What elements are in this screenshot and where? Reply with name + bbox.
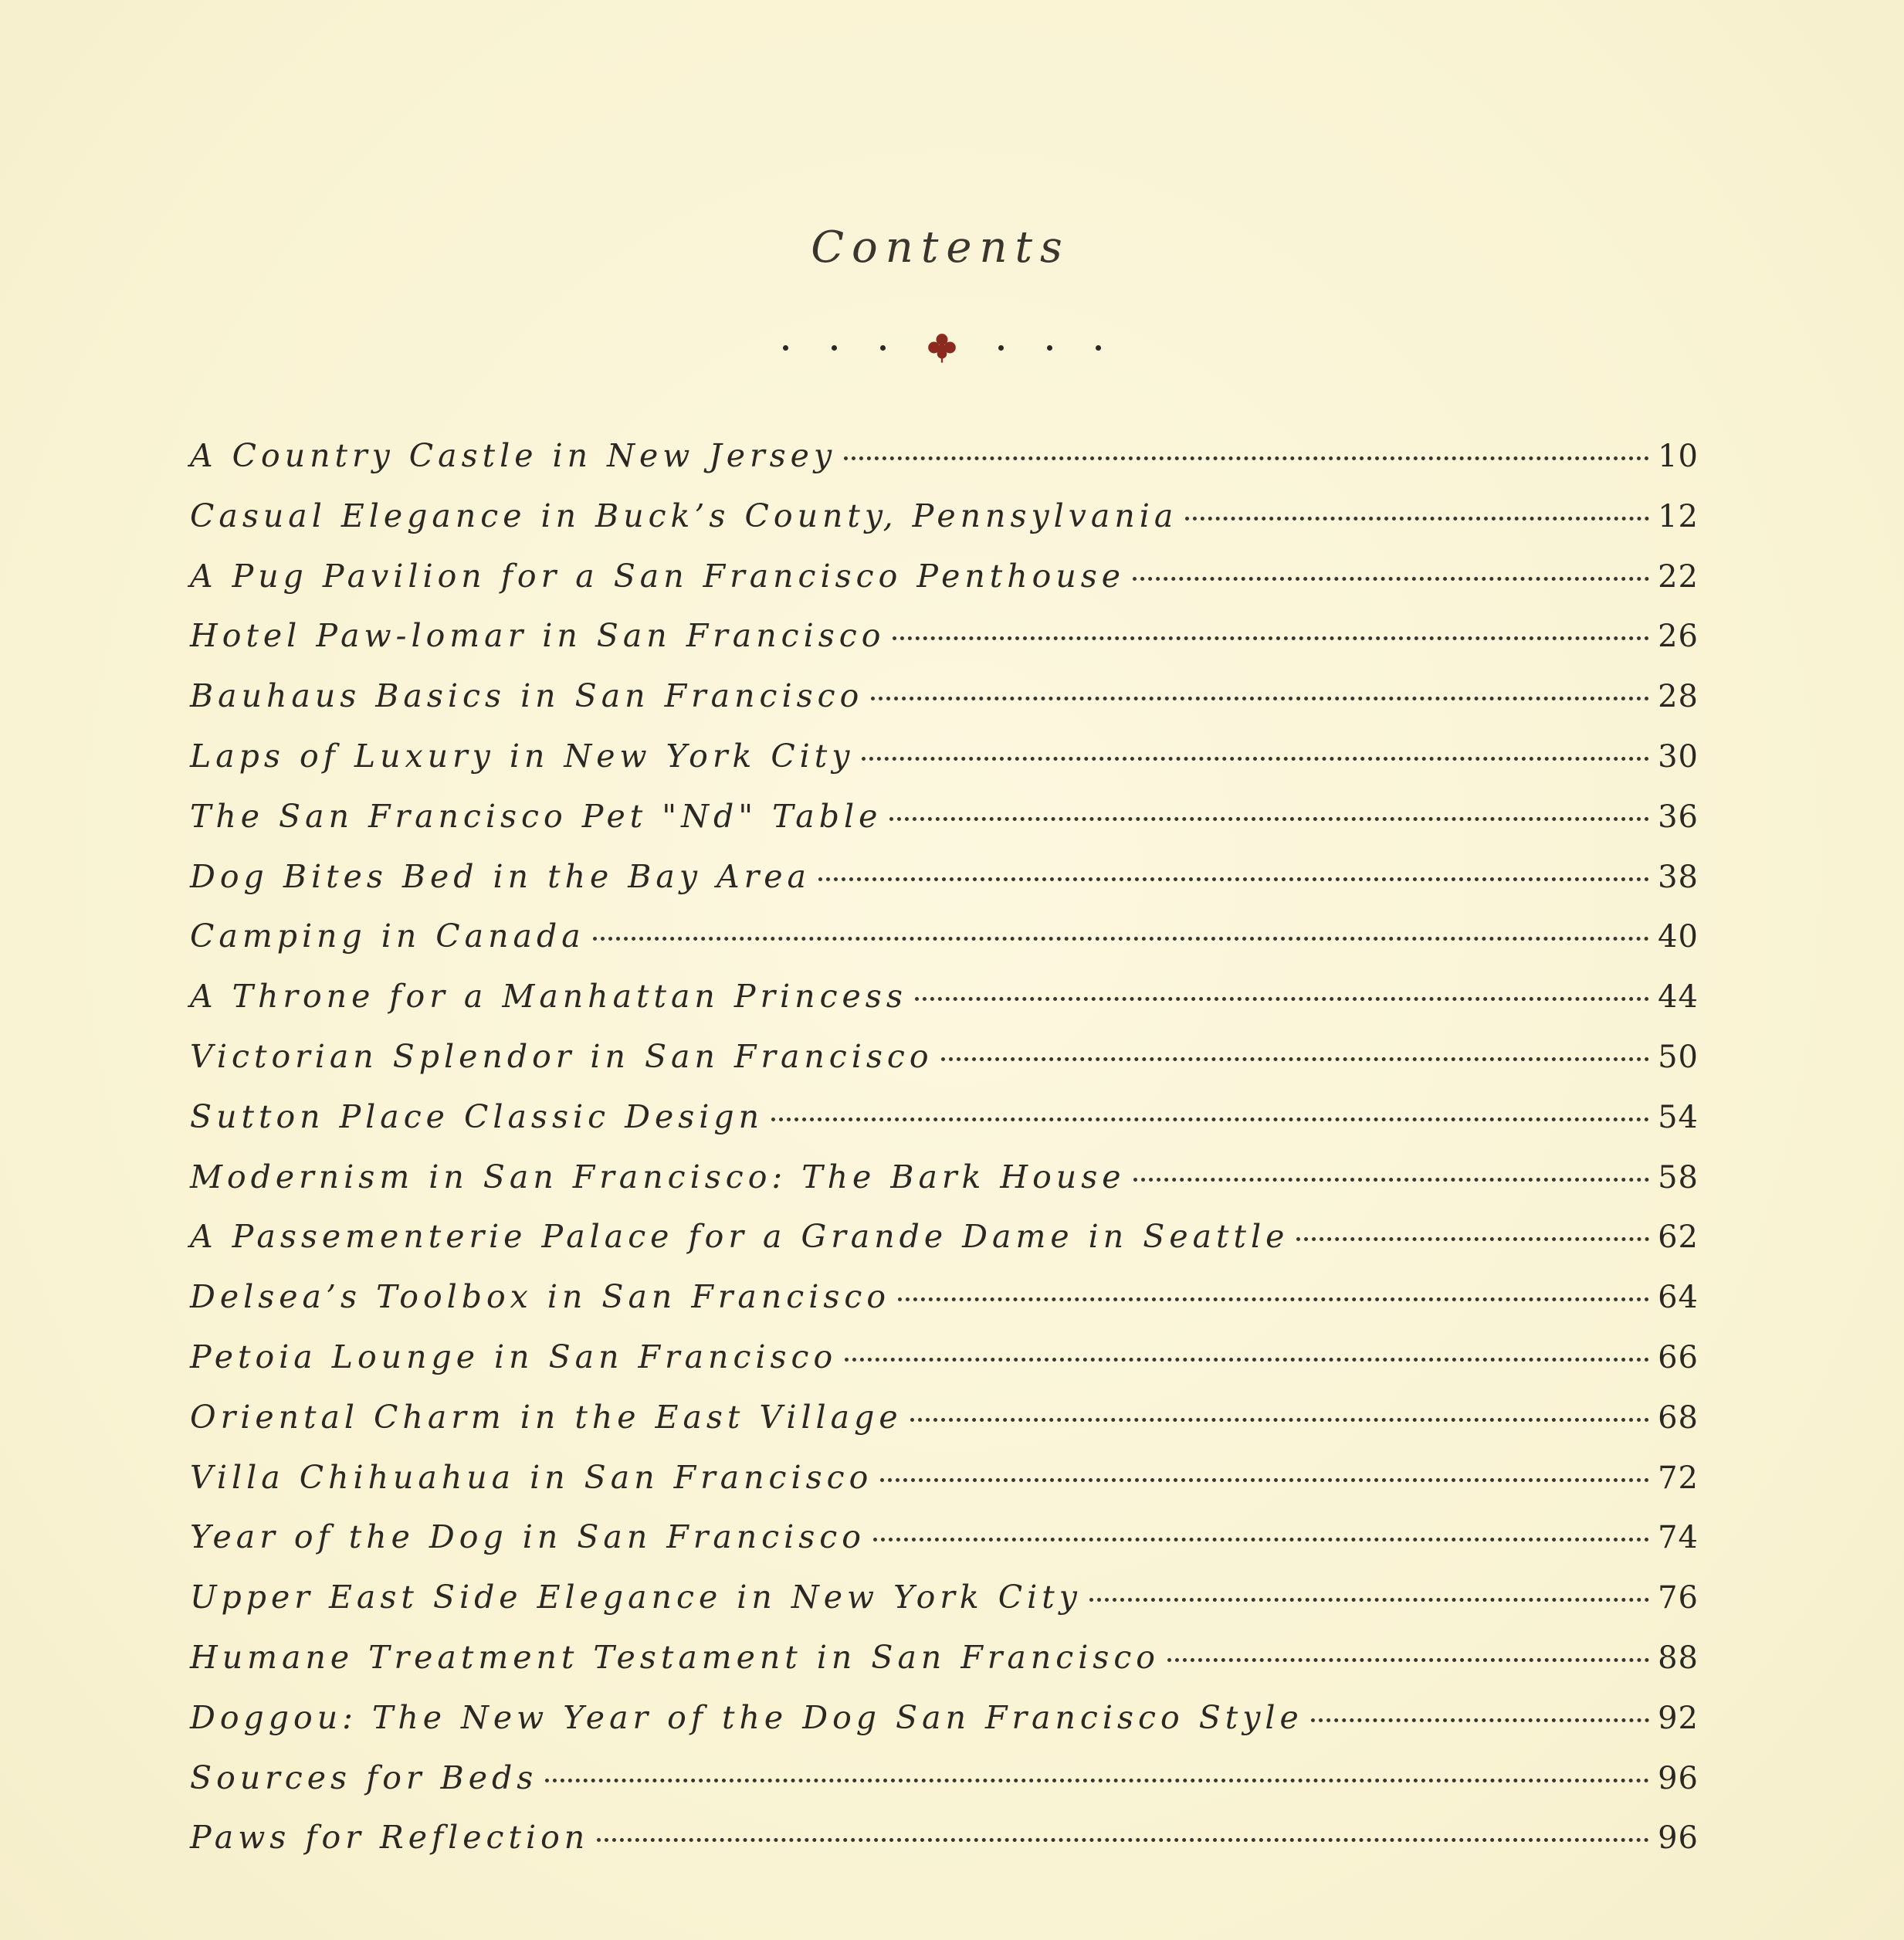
toc-entry — [190, 558, 1699, 618]
dot-leader — [1296, 1237, 1649, 1241]
toc-entry-page-number: 58 — [1658, 1159, 1699, 1196]
toc-entry-page-number: 30 — [1658, 738, 1699, 775]
toc-entry — [190, 1218, 1699, 1278]
toc-entry-title: Sources for Beds — [190, 1759, 538, 1796]
toc-entry-title: The San Francisco Pet "Nd" Table — [190, 797, 883, 835]
toc-entry — [190, 1399, 1699, 1459]
dot-leader — [915, 997, 1649, 1001]
toc-entry — [190, 798, 1699, 858]
toc-entry — [190, 677, 1699, 738]
ornament-dot — [998, 345, 1004, 351]
ornament-dot — [1047, 345, 1052, 351]
toc-entry — [190, 1278, 1699, 1338]
toc-entry-page-number: 10 — [1658, 439, 1699, 474]
toc-entry — [190, 1579, 1699, 1639]
toc-entry — [190, 1459, 1699, 1519]
toc-entry — [190, 617, 1699, 677]
toc-entry-page-number: 92 — [1658, 1700, 1699, 1736]
toc-entry-page-number: 50 — [1658, 1039, 1699, 1075]
page-title: Contents — [811, 222, 1070, 273]
dot-leader — [1185, 517, 1649, 521]
toc-entry — [190, 1338, 1699, 1399]
ornament-dot — [1096, 345, 1101, 351]
toc-entry — [190, 978, 1699, 1038]
toc-entry-title: Humane Treatment Testament in San Francisco — [190, 1638, 1160, 1676]
title-ornament — [757, 324, 1127, 371]
toc-entry-title: Petoia Lounge in San Francisco — [190, 1338, 838, 1375]
toc-entry-title: A Throne for a Manhattan Princess — [190, 978, 907, 1016]
toc-entry-title: Hotel Paw-lomar in San Francisco — [190, 617, 886, 655]
toc-entry — [190, 497, 1699, 558]
ornament-dot — [832, 345, 837, 351]
dot-leader — [593, 937, 1649, 941]
toc-entry-title: Bauhaus Basics in San Francisco — [190, 677, 864, 715]
dot-leader — [844, 456, 1649, 460]
toc-entry-page-number: 64 — [1658, 1280, 1699, 1316]
toc-entry-title: Victorian Splendor in San Francisco — [190, 1037, 933, 1075]
toc-entry-title: A Pug Pavilion for a San Francisco Penthouse — [190, 557, 1126, 595]
toc-entry — [190, 1098, 1699, 1158]
toc-entry-title: Villa Chihuahua in San Francisco — [190, 1458, 873, 1496]
dot-leader — [898, 1297, 1649, 1301]
toc-entry-page-number: 38 — [1658, 859, 1699, 895]
toc-entry-page-number: 88 — [1658, 1640, 1699, 1676]
toc-entry — [190, 1819, 1699, 1879]
toc-entry-title: Oriental Charm in the East Village — [190, 1398, 903, 1436]
dot-leader — [889, 817, 1649, 821]
toc-entry-page-number: 62 — [1658, 1219, 1699, 1256]
toc-entry — [190, 1699, 1699, 1759]
toc-entry-page-number: 66 — [1658, 1339, 1699, 1375]
toc-entry — [190, 738, 1699, 798]
dot-leader — [1133, 1178, 1649, 1182]
clover-ornament-icon — [924, 330, 960, 365]
toc-entry — [190, 1038, 1699, 1098]
toc-entry-page-number: 96 — [1658, 1760, 1699, 1796]
toc-entry-page-number: 74 — [1658, 1520, 1699, 1556]
toc-entry-page-number: 96 — [1658, 1820, 1699, 1857]
table-of-contents — [190, 437, 1699, 1879]
dot-leader — [871, 697, 1649, 700]
toc-entry-title: A Passementerie Palace for a Grande Dame in Seattle — [190, 1218, 1289, 1256]
toc-entry — [190, 437, 1699, 497]
toc-entry-page-number: 26 — [1658, 619, 1699, 655]
dot-leader — [873, 1538, 1649, 1541]
toc-entry-page-number: 40 — [1658, 919, 1699, 955]
dot-leader — [1311, 1718, 1649, 1722]
toc-entry-title: Upper East Side Elegance in New York City — [190, 1579, 1082, 1616]
toc-entry-page-number: 22 — [1658, 558, 1699, 595]
toc-entry-page-number: 72 — [1658, 1460, 1699, 1496]
toc-entry-page-number: 28 — [1658, 679, 1699, 715]
toc-entry-title: Doggou: The New Year of the Dog San Francisco Style — [190, 1698, 1303, 1736]
toc-entry-title: Casual Elegance in Buck’s County, Pennsylvania — [190, 497, 1178, 534]
dot-leader — [910, 1418, 1649, 1422]
toc-entry-title: Sutton Place Classic Design — [190, 1097, 764, 1135]
dot-leader — [818, 877, 1649, 881]
toc-entry-page-number: 76 — [1658, 1580, 1699, 1616]
ornament-dot — [880, 345, 886, 351]
dot-leader — [1133, 577, 1649, 581]
toc-entry — [190, 917, 1699, 978]
toc-entry-title: A Country Castle in New Jersey — [190, 437, 837, 474]
toc-entry-title: Camping in Canada — [190, 917, 585, 955]
dot-leader — [941, 1057, 1649, 1061]
toc-entry-page-number: 68 — [1658, 1399, 1699, 1436]
toc-entry — [190, 858, 1699, 918]
toc-entry-title: Year of the Dog in San Francisco — [190, 1518, 866, 1556]
ornament-dot — [783, 345, 788, 351]
toc-entry — [190, 1639, 1699, 1699]
toc-entry — [190, 1518, 1699, 1579]
toc-entry — [190, 1158, 1699, 1219]
dot-leader — [1089, 1598, 1649, 1602]
dot-leader — [845, 1358, 1649, 1362]
toc-entry-page-number: 36 — [1658, 799, 1699, 835]
dot-leader — [893, 636, 1649, 640]
toc-entry-page-number: 12 — [1658, 498, 1699, 534]
toc-entry-title: Paws for Reflection — [190, 1819, 590, 1857]
toc-entry-page-number: 44 — [1658, 979, 1699, 1016]
dot-leader — [862, 757, 1649, 761]
toc-entry-title: Laps of Luxury in New York City — [190, 737, 855, 775]
dot-leader — [545, 1779, 1649, 1782]
toc-entry-title: Modernism in San Francisco: The Bark House — [190, 1158, 1126, 1196]
toc-entry — [190, 1759, 1699, 1820]
dot-leader — [597, 1838, 1649, 1842]
toc-entry-title: Dog Bites Bed in the Bay Area — [190, 857, 811, 895]
dot-leader — [771, 1118, 1649, 1121]
toc-entry-page-number: 54 — [1658, 1099, 1699, 1135]
dot-leader — [1167, 1658, 1649, 1662]
toc-entry-title: Delsea’s Toolbox in San Francisco — [190, 1278, 891, 1316]
dot-leader — [880, 1478, 1649, 1482]
